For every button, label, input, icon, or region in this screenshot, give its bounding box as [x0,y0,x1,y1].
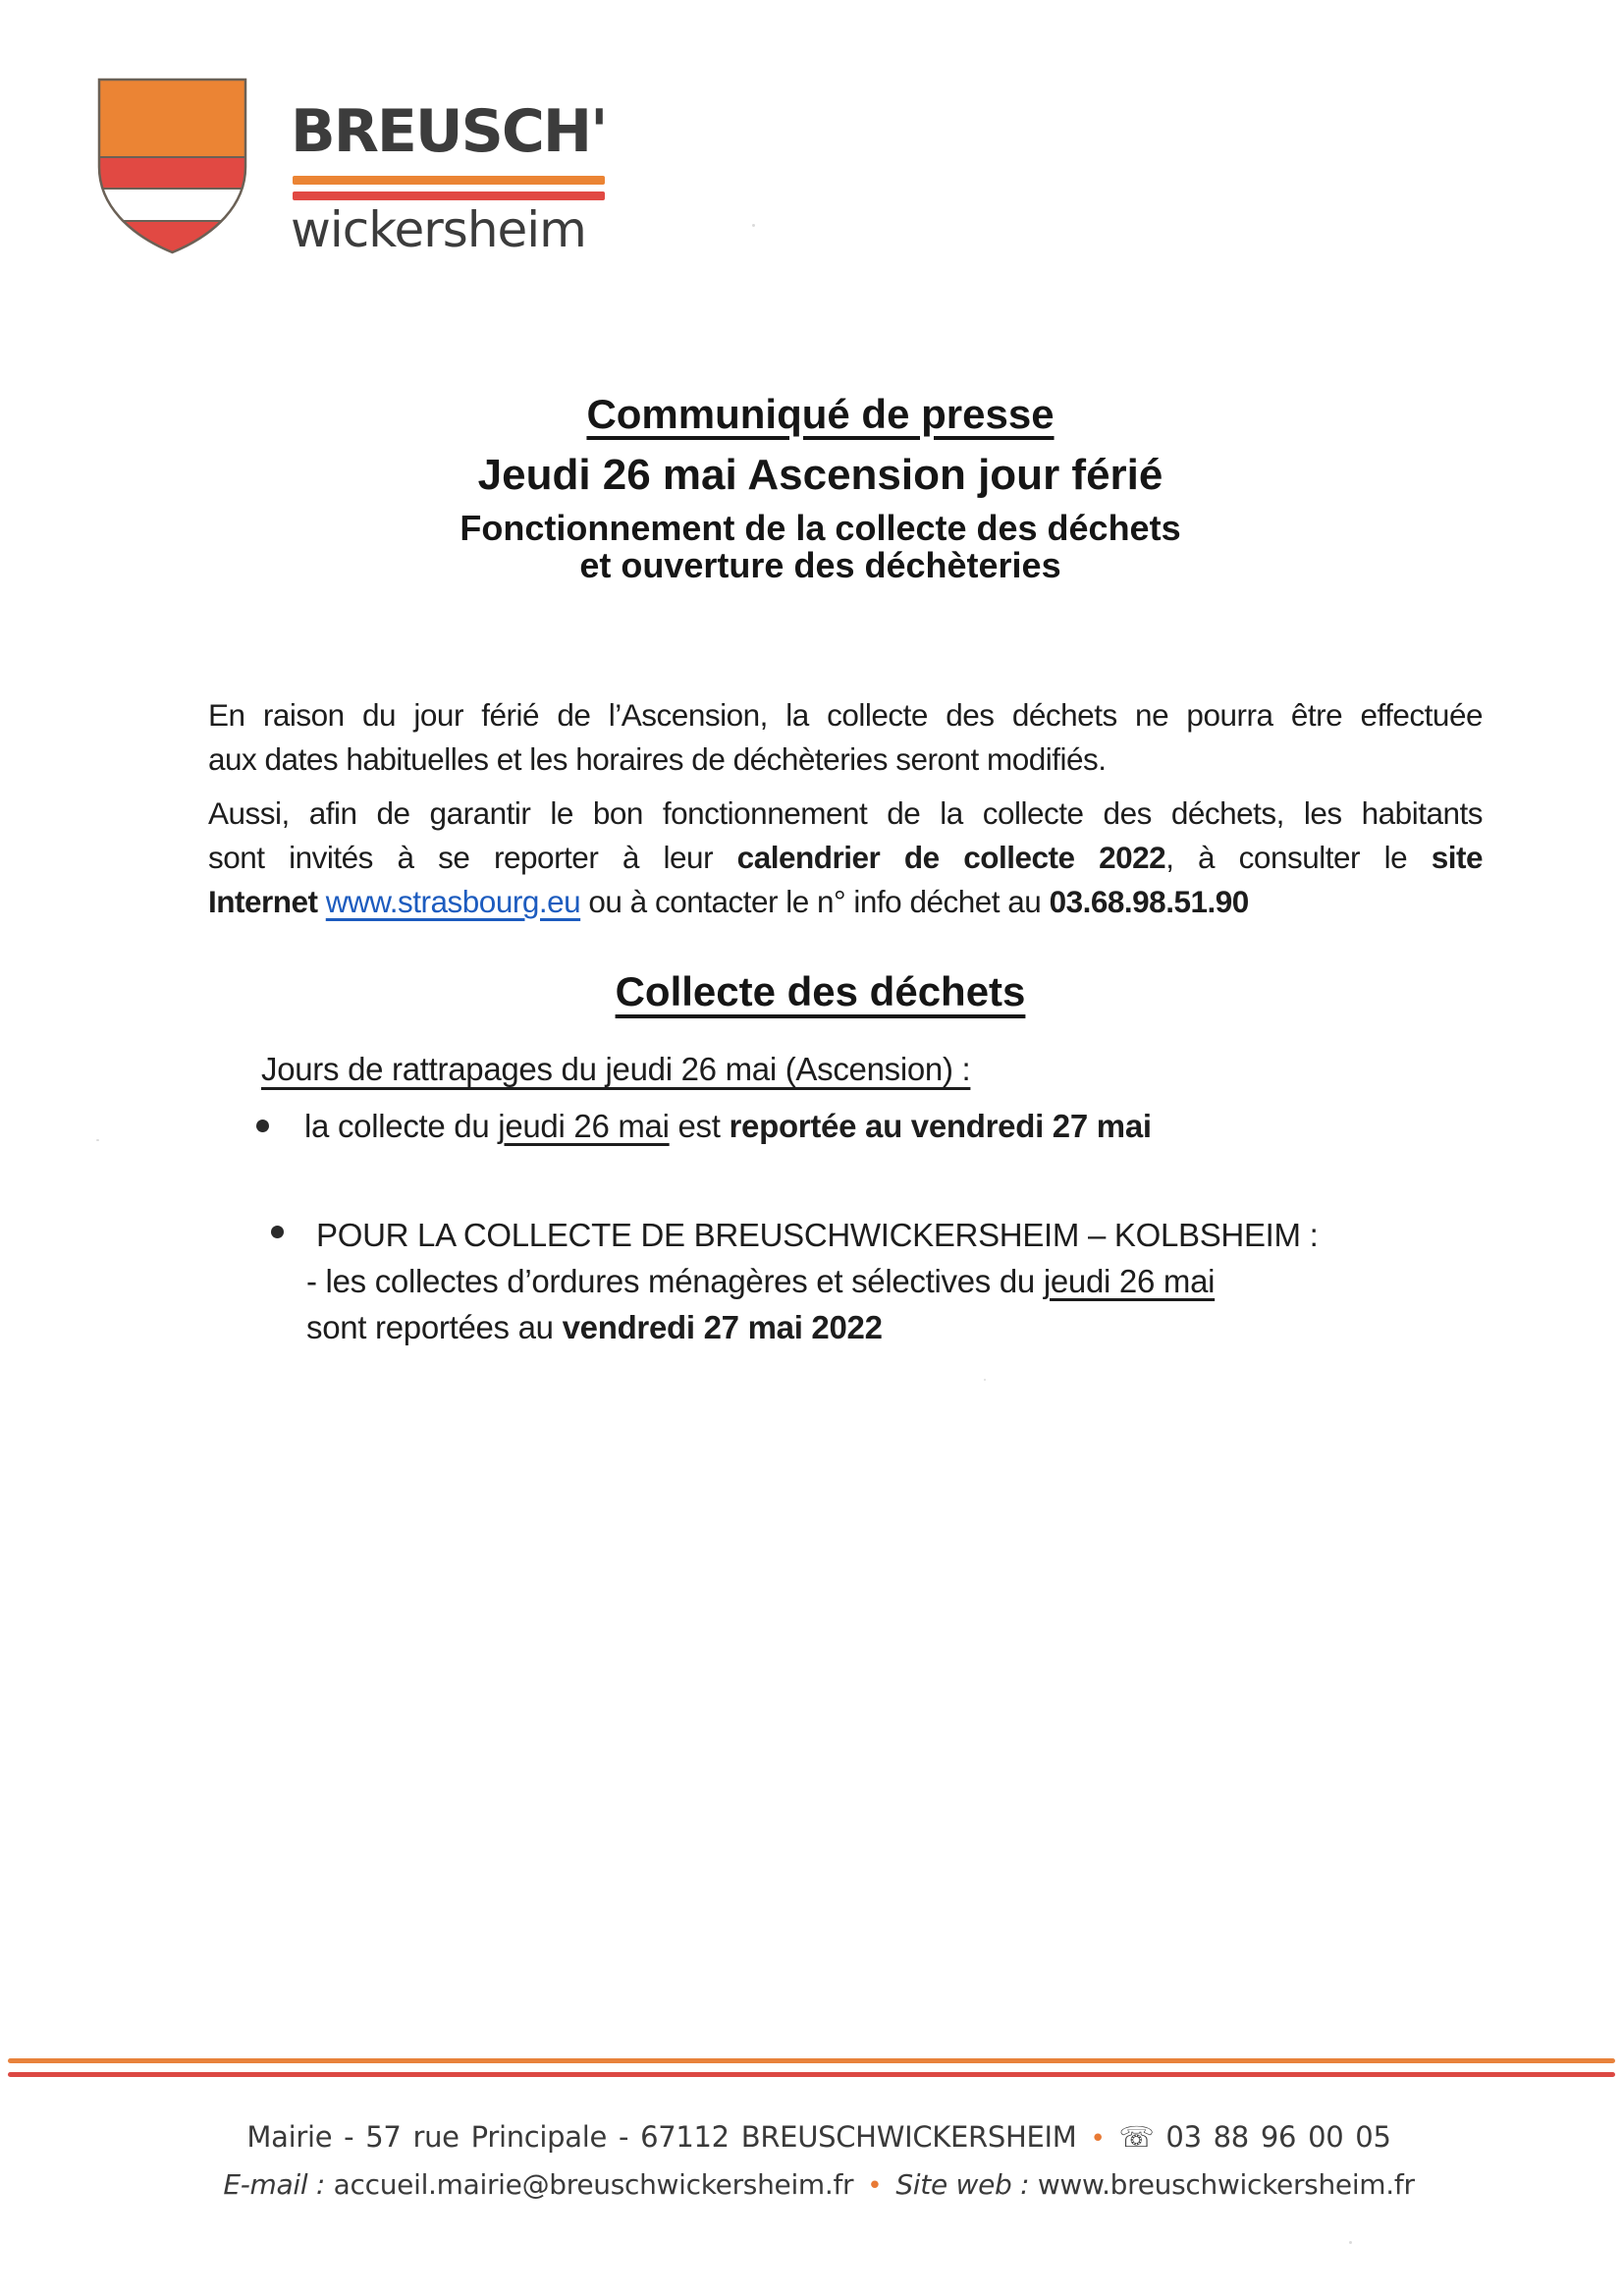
text-segment: ou à contacter le n° info déchet au [580,884,1050,919]
bullet-2-line-3 [306,1304,1318,1350]
text-segment-bold: 03.68.98.51.90 [1049,884,1249,919]
paragraph-2-line-1: Aussi, afin de garantir le bon fonctionnement de la collecte des déchets, les habitants [208,795,1483,831]
text-segment: sont reportées au [306,1309,563,1345]
document-title: Jeudi 26 mai Ascension jour férié [477,451,1163,499]
footer-address-line [15,2120,1623,2154]
footer-rule-red [8,2072,1615,2077]
document-kicker: Communiqué de presse [586,391,1055,437]
footer-separator-dot: • [1090,2124,1106,2154]
paragraph-2-line-3 [208,880,1483,924]
text-segment-underlined: jeudi 26 mai [498,1108,670,1144]
footer-rule-orange [8,2058,1615,2063]
text-segment-underlined: jeudi 26 mai [1043,1263,1216,1299]
bullet-2-line-2 [306,1258,1318,1304]
email-label: E-mail : [223,2168,326,2201]
text-segment: sont invités à se reporter à leur [208,840,737,875]
email-value: accueil.mairie@breuschwickersheim.fr [325,2168,854,2201]
brand-divider-orange [293,176,605,185]
text-segment-bold: vendredi 27 mai 2022 [562,1309,883,1345]
footer-separator-dot: • [867,2171,883,2201]
commune-shield-logo [96,77,248,255]
scan-speck [984,1379,986,1381]
list-intro: Jours de rattrapages du jeudi 26 mai (Ascension) : [261,1051,971,1087]
text-segment-bold: reportée au vendredi 27 mai [729,1108,1152,1144]
document-subtitle-line1: Fonctionnement de la collecte des déchets [460,508,1181,548]
text-segment: , à consulter le [1165,840,1432,875]
text-segment-bold: Internet [208,884,326,919]
text-segment: est [669,1108,730,1144]
bullet-icon [271,1226,284,1238]
text-segment-bold: site [1431,840,1483,875]
brand-subname: wickersheim [291,201,586,258]
scan-speck [1349,2241,1352,2244]
section-title: Collecte des déchets [615,968,1026,1014]
brand-divider-red [293,191,605,200]
scan-speck [752,224,755,227]
bullet-icon [256,1120,269,1132]
scan-speck [544,1077,546,1080]
bullet-2-line-1: POUR LA COLLECTE DE BREUSCHWICKERSHEIM – KOLBSHEIM : [316,1217,1319,1253]
brand-name: BREUSCH' [291,97,607,166]
footer-phone: 03 88 96 00 05 [1165,2120,1391,2154]
text-segment: - les collectes d’ordures ménagères et sélectives du [306,1263,1044,1299]
phone-icon: ☏ [1118,2120,1155,2154]
document-subtitle-line2: et ouverture des déchèteries [579,545,1061,585]
footer-address: Mairie - 57 rue Principale - 67112 BREUSCHWICKERSHEIM [246,2120,1077,2154]
text-segment: la collecte du [304,1108,499,1144]
paragraph-1-line-1: En raison du jour férié de l’Ascension, la collecte des déchets ne pourra être effectuée [208,697,1483,733]
paragraph-2 [208,792,1483,924]
scan-speck [96,1139,99,1141]
paragraph-1 [208,693,1483,782]
text-segment-bold: calendrier de collecte 2022 [736,840,1166,875]
bullet-2 [306,1212,1318,1350]
bullet-1 [304,1108,1152,1145]
siteweb-label: Site web : [895,2168,1030,2201]
paragraph-1-line-2: aux dates habituelles et les horaires de déchèteries seront modifiés. [208,741,1107,777]
paragraph-2-line-2 [208,836,1483,880]
siteweb-value: www.breuschwickersheim.fr [1029,2168,1415,2201]
footer-contact-line [15,2168,1623,2201]
strasbourg-website-link[interactable]: www.strasbourg.eu [325,884,581,919]
